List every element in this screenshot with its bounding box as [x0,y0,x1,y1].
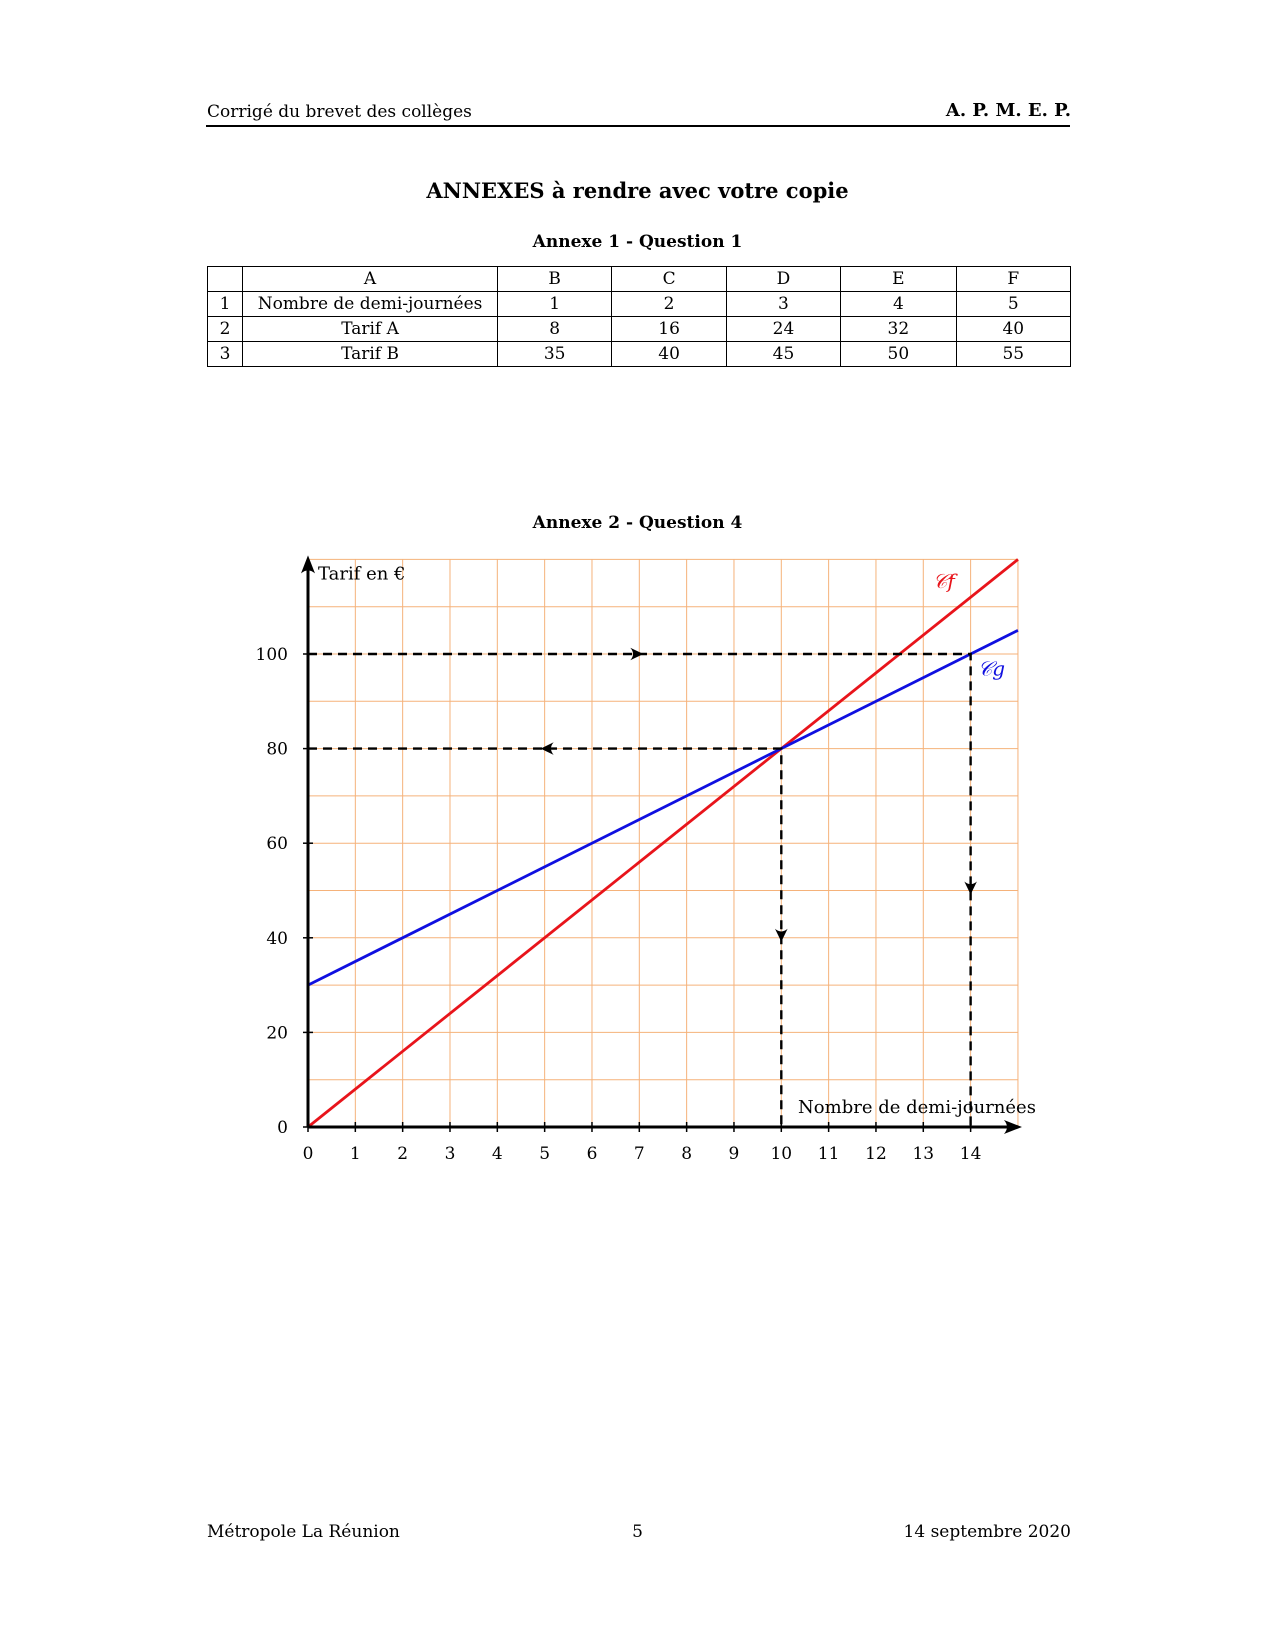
column-header: A [243,267,498,292]
row-header: 3 [208,342,243,367]
column-header: E [841,267,956,292]
x-tick-label: 8 [681,1144,693,1164]
footer-page-number: 5 [632,1522,643,1542]
table-cell: 4 [841,292,956,317]
table-cell: 35 [497,342,611,367]
column-header: B [497,267,611,292]
table-cell: 5 [956,292,1070,317]
x-tick-label: 2 [397,1144,409,1164]
table-cell: 24 [726,317,840,342]
header-publisher: A. P. M. E. P. [945,100,1071,121]
curve-label-cg: 𝒞g [977,656,1006,681]
table-cell: Nombre de demi-journées [243,292,498,317]
y-tick-label: 100 [255,645,288,665]
table-cell: 40 [956,317,1070,342]
table-cell: 45 [726,342,840,367]
x-tick-label: 6 [586,1144,598,1164]
series-line-1 [308,630,1018,985]
x-tick-label: 3 [444,1144,456,1164]
table-cell: Tarif B [243,342,498,367]
table-cell: 1 [497,292,611,317]
y-tick-label: 20 [266,1023,288,1044]
y-axis-label: Tarif en € [318,563,406,585]
table-cell: 16 [612,317,726,342]
y-tick-label: 80 [266,739,288,760]
row-header: 2 [208,317,243,342]
page-title: ANNEXES à rendre avec votre copie [426,178,849,203]
y-tick-label: 40 [266,928,288,949]
x-tick-label: 5 [539,1144,551,1164]
footer-location: Métropole La Réunion [207,1522,400,1542]
x-tick-label: 4 [491,1144,503,1164]
x-tick-label: 11 [817,1144,840,1164]
table-cell: 55 [956,342,1070,367]
header-document-title: Corrigé du brevet des collèges [207,102,472,122]
x-tick-label: 1 [349,1144,361,1164]
column-header: F [956,267,1070,292]
table-cell: 40 [612,342,726,367]
table-cell: 8 [497,317,611,342]
x-tick-label: 0 [302,1144,314,1164]
table-cell: Tarif A [243,317,498,342]
annex2-title: Annexe 2 - Question 4 [532,513,743,533]
x-axis-label: Nombre de demi-journées [798,1097,1036,1118]
table-cell: 2 [612,292,726,317]
y-tick-label: 0 [277,1118,288,1138]
y-tick-label: 60 [266,834,288,855]
annex1-title: Annexe 1 - Question 1 [532,232,743,252]
x-tick-label: 14 [959,1144,982,1164]
footer-date: 14 septembre 2020 [903,1522,1071,1542]
x-tick-label: 13 [912,1144,935,1164]
x-tick-label: 12 [865,1144,887,1164]
row-header: 1 [208,292,243,317]
column-header: D [726,267,840,292]
x-tick-label: 9 [728,1144,740,1164]
table-cell: 50 [841,342,956,367]
curve-label-cf: 𝒞f [932,568,955,593]
x-tick-label: 10 [770,1144,793,1164]
x-tick-label: 7 [633,1144,645,1164]
table-cell: 3 [726,292,840,317]
table-cell: 32 [841,317,956,342]
column-header: C [612,267,726,292]
